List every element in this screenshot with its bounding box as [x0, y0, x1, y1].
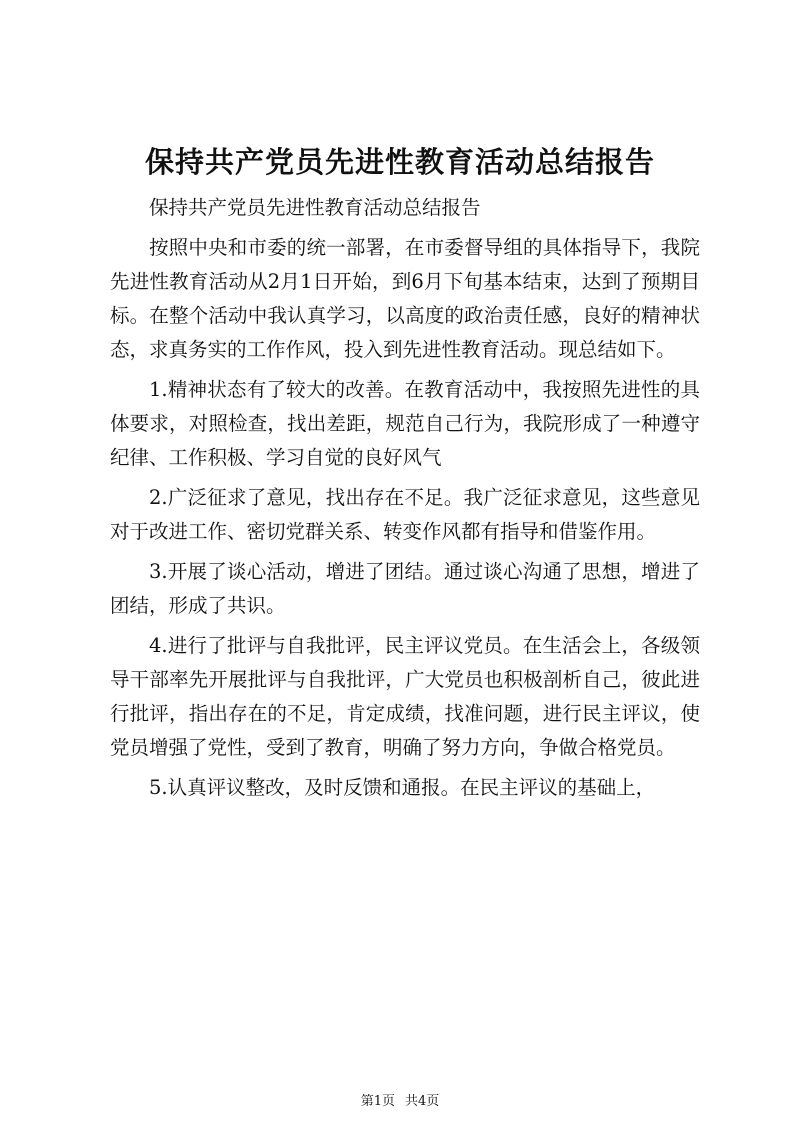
subtitle-paragraph: 保持共产党员先进性教育活动总结报告: [149, 196, 481, 219]
point-4-paragraph: 4.进行了批评与自我批评，民主评议党员。在生活会上，各级领导干部率先开展批评与自我批评，广大党员也积极剖析自己，彼此进行批评，指出存在的不足，肯定成绩，找准问题，进行民主评议，使党员增强了党性，受到了教育，明确了努力方向，争做合格党员。: [110, 634, 700, 759]
point-3-paragraph: 3.开展了谈心活动，增进了团结。通过谈心沟通了思想，增进了团结，形成了共识。: [110, 560, 700, 617]
document-body: [110, 191, 700, 805]
point-1-paragraph: 1.精神状态有了较大的改善。在教育活动中，我按照先进性的具体要求，对照检查，找出差距，规范自己行为，我院形成了一种遵守纪律、工作积极、学习自觉的良好风气: [110, 378, 700, 469]
page-footer: [0, 1092, 800, 1112]
point-5-paragraph: 5.认真评议整改，及时反馈和通报。在民主评议的基础上，: [149, 776, 656, 799]
page-number: 第1页: [360, 1094, 395, 1109]
point-2-paragraph: 2.广泛征求了意见，找出存在不足。我广泛征求意见，这些意见对于改进工作、密切党群关系、转变作风都有指导和借鉴作用。: [110, 486, 700, 543]
document-title: 保持共产党员先进性教育活动总结报告: [144, 145, 655, 179]
intro-paragraph: 按照中央和市委的统一部署，在市委督导组的具体指导下，我院先进性教育活动从2月1日开始，到6月下旬基本结束，达到了预期目标。在整个活动中我认真学习，以高度的政治责任感，良好的精神状态，求真务实的工作作风，投入到先进性教育活动。现总结如下。: [110, 236, 700, 361]
total-pages: 共4页: [405, 1094, 440, 1109]
